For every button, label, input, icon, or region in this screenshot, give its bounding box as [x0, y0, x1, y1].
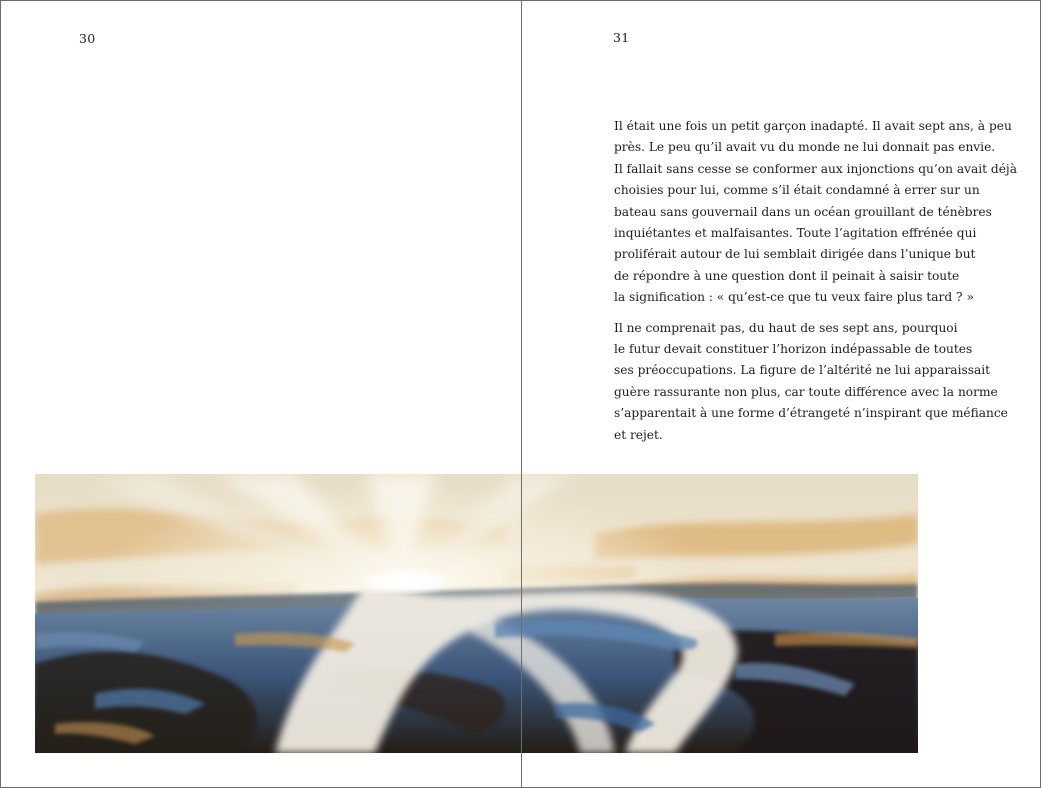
- text-line: près. Le peu qu’il avait vu du monde ne lui donnait pas envie.: [614, 140, 996, 155]
- text-line: Il fallait sans cesse se conformer aux injonctions qu’on avait déjà: [614, 161, 1017, 176]
- page-number-right: 31: [613, 30, 630, 45]
- story-text: [614, 116, 1017, 455]
- text-line: et rejet.: [614, 427, 663, 442]
- paragraph-1: [614, 116, 1017, 309]
- sun-spot: [365, 572, 445, 592]
- page-gutter: [521, 0, 522, 788]
- text-line: de répondre à une question dont il peinait à saisir toute: [614, 268, 960, 283]
- paragraph-2: [614, 318, 1014, 446]
- text-line: la signification : « qu’est-ce que tu veux faire plus tard ? »: [614, 290, 974, 305]
- text-line: Il ne comprenait pas, du haut de ses sept ans, pourquoi: [614, 320, 958, 335]
- text-line: proliférait autour de lui semblait dirigée dans l’unique but: [614, 247, 976, 262]
- page-number-left: 30: [79, 31, 96, 46]
- text-line: choisies pour lui, comme s’il était condamné à errer sur un: [614, 183, 980, 198]
- text-line: ses préoccupations. La figure de l’altérité ne lui apparaissait: [614, 363, 991, 378]
- text-line: Il était une fois un petit garçon inadapté. Il avait sept ans, à peu: [614, 119, 1012, 133]
- text-line: le futur devait constituer l’horizon indépassable de toutes: [614, 342, 973, 357]
- text-line: guère rassurante non plus, car toute différence avec la norme: [614, 384, 998, 399]
- text-line: s’apparentait à une forme d’étrangeté n’inspirant que méfiance: [614, 406, 1008, 421]
- painting-canvas: [35, 474, 918, 753]
- text-line: bateau sans gouvernail dans un océan grouillant de ténèbres: [614, 204, 992, 219]
- seascape-painting: [35, 474, 918, 753]
- text-line: inquiétantes et malfaisantes. Toute l’agitation effrénée qui: [614, 226, 977, 241]
